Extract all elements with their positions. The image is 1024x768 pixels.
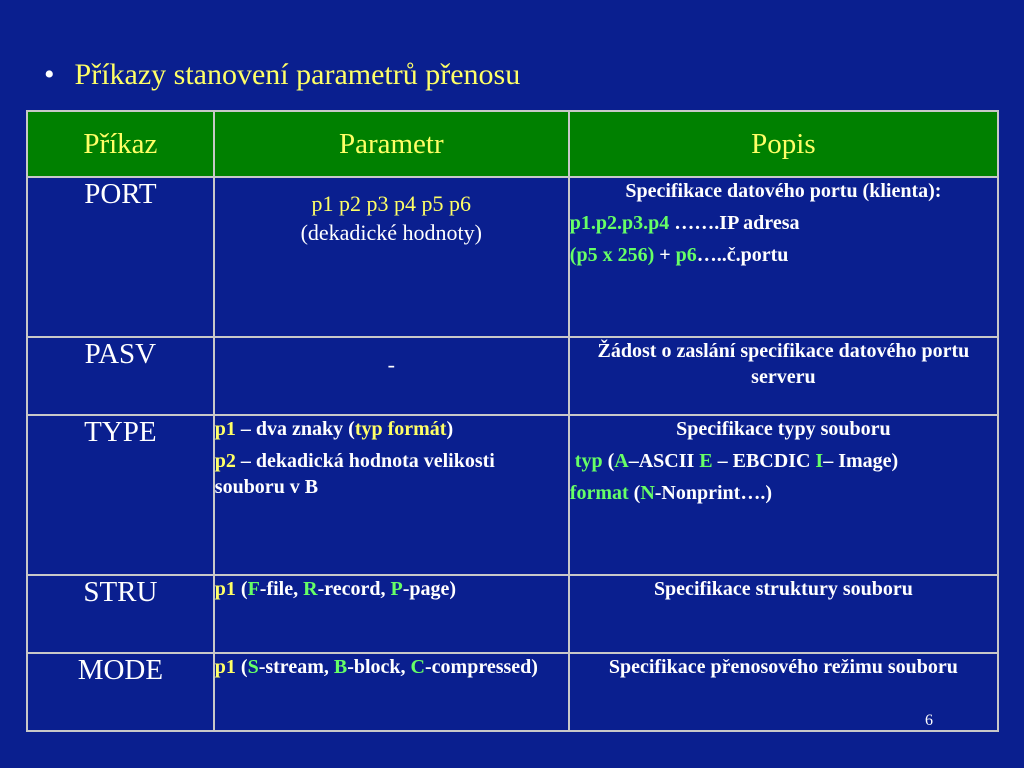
- cell-command: MODE: [27, 653, 214, 731]
- cell-description: [569, 653, 998, 731]
- header-parameter: Parametr: [214, 111, 569, 177]
- cell-parameter: [214, 653, 569, 731]
- param-values: p1 p2 p3 p4 p5 p6: [311, 191, 472, 216]
- table-header-row: [27, 111, 998, 177]
- cell-parameter: [214, 177, 569, 337]
- desc-line: Žádost o zaslání specifikace datového portu serveru: [597, 340, 970, 388]
- desc-line: (p5 x 256) + p6…..č.portu: [569, 244, 789, 266]
- cell-description: [569, 415, 998, 575]
- cell-parameter: [214, 415, 569, 575]
- table-row: [27, 337, 998, 415]
- cell-description: [569, 177, 998, 337]
- desc-line: typ (A–ASCII E – EBCDIC I– Image): [574, 450, 899, 472]
- param-line: p1 – dva znaky (typ formát): [214, 418, 454, 440]
- cell-command: TYPE: [27, 415, 214, 575]
- cell-parameter: [214, 575, 569, 653]
- desc-line: Specifikace přenosového režimu souboru: [608, 656, 958, 678]
- header-command: Příkaz: [27, 111, 214, 177]
- desc-line: Specifikace datového portu (klienta):: [625, 180, 942, 202]
- commands-table: [26, 110, 999, 732]
- header-description: Popis: [569, 111, 998, 177]
- cell-command: PORT: [27, 177, 214, 337]
- table-row: [27, 177, 998, 337]
- param-line: p1 (S-stream, B-block, C-compressed): [214, 656, 538, 678]
- desc-line: Specifikace struktury souboru: [653, 578, 913, 600]
- param-line: p2 – dekadická hodnota velikosti souboru v B: [214, 450, 495, 498]
- cell-parameter: -: [214, 337, 569, 415]
- bullet-icon: •: [44, 58, 55, 91]
- param-line: p1 (F-file, R-record, P-page): [214, 578, 457, 600]
- desc-line: format (N-Nonprint….): [569, 482, 772, 504]
- slide-title-text: Příkazy stanovení parametrů přenosu: [74, 58, 521, 91]
- table-row: [27, 415, 998, 575]
- cell-command: PASV: [27, 337, 214, 415]
- page-number: 6: [925, 712, 933, 729]
- param-note: (dekadické hodnoty): [300, 219, 482, 245]
- table-row: [27, 653, 998, 731]
- slide-title: [44, 58, 520, 92]
- cell-description: [569, 575, 998, 653]
- cell-description: [569, 337, 998, 415]
- cell-command: STRU: [27, 575, 214, 653]
- desc-line: p1.p2.p3.p4 …….IP adresa: [569, 212, 800, 234]
- table-row: [27, 575, 998, 653]
- desc-line: Specifikace typy souboru: [676, 418, 891, 440]
